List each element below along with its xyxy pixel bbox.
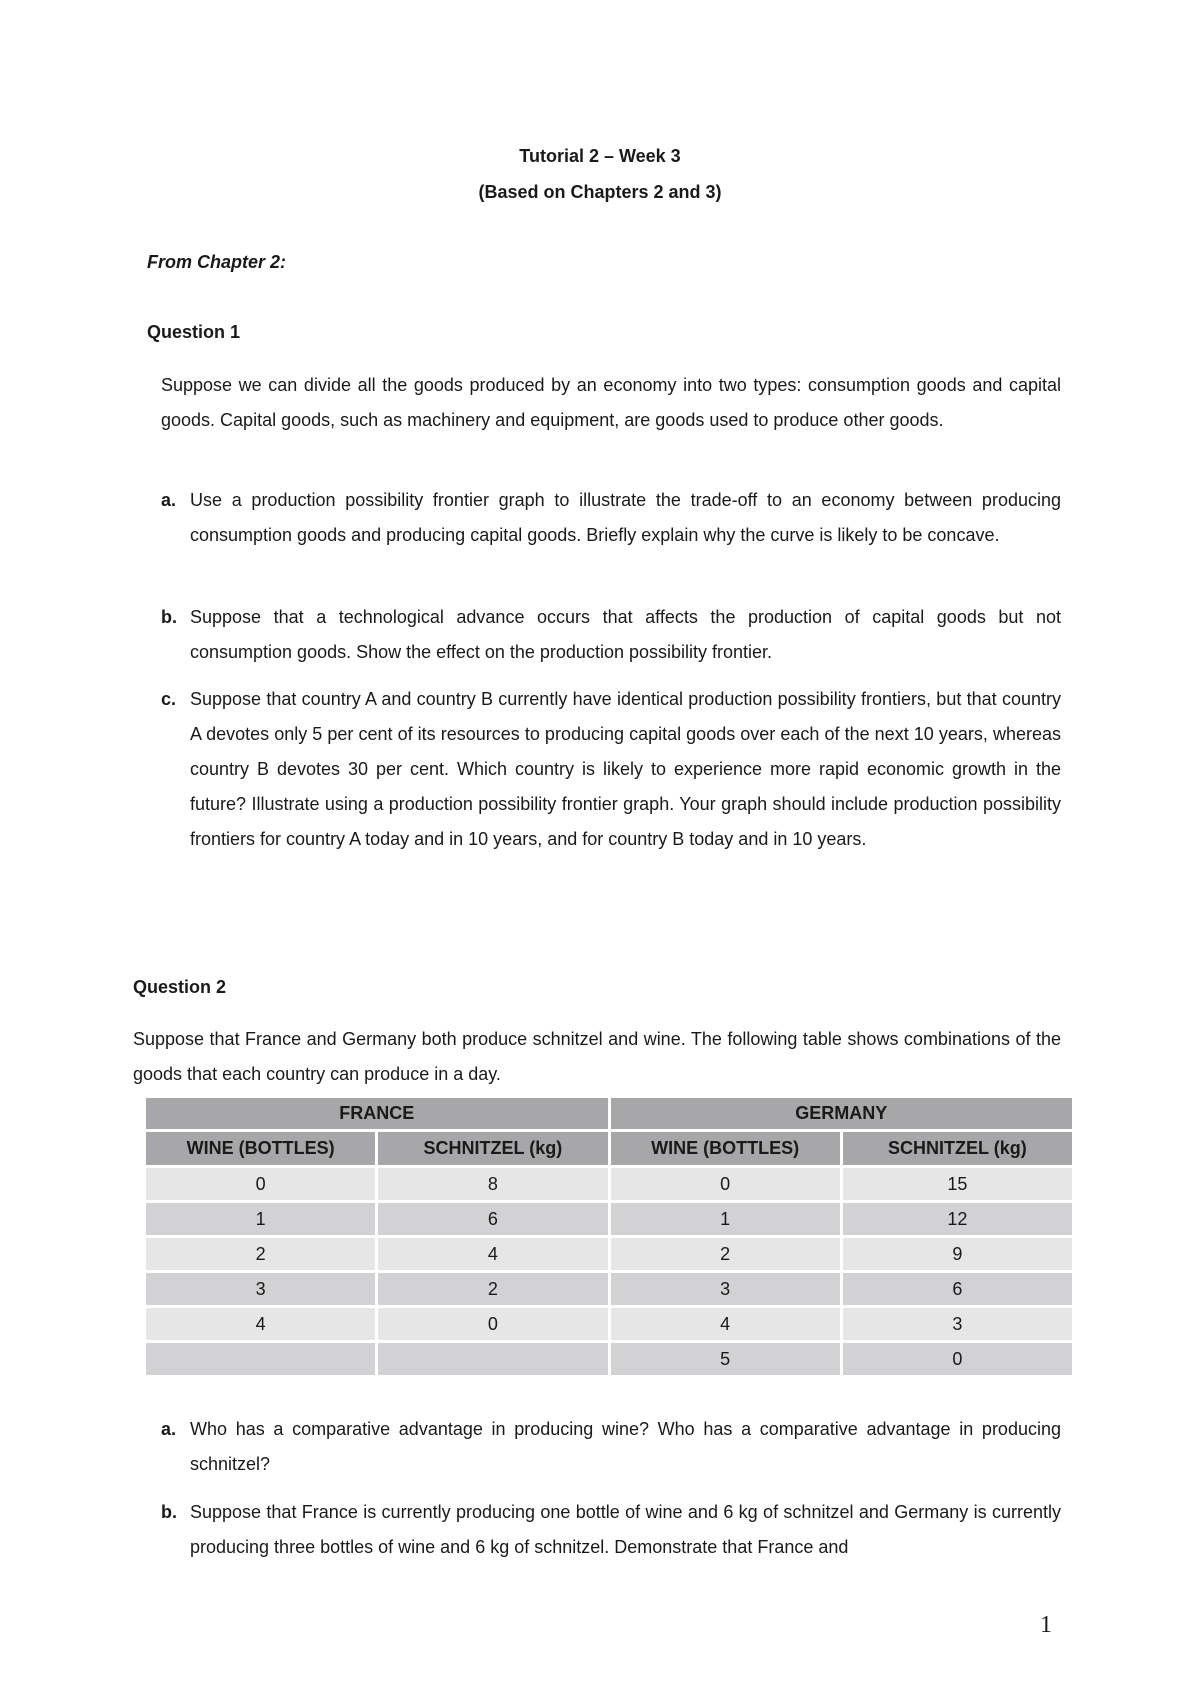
question-1-item-c [161,682,1061,857]
column-header: WINE (BOTTLES) [611,1132,840,1165]
page-number: 1 [1040,1612,1052,1638]
table-cell: 4 [611,1308,840,1340]
table-cell: 6 [378,1203,607,1235]
question-2-heading: Question 2 [133,977,227,997]
table-cell: 0 [611,1168,840,1200]
table-cell: 8 [378,1168,607,1200]
table-cell: 2 [146,1238,375,1270]
table-cell: 3 [146,1273,375,1305]
table-cell: 3 [843,1308,1072,1340]
table-cell: 3 [611,1273,840,1305]
production-table [146,1095,1072,1378]
item-text: Suppose that country A and country B currently have identical production possibility frontiers, but that country A devotes only 5 per cent of its resources to producing capital goods over each of the next 10 years, whereas country B devotes 30 per cent. Which country is likely to experience more rapid economic growth in the future? Illustrate using a production possibility frontier graph. Your graph should include production possibility frontiers for country A today and in 10 years, and for country B today and in 10 years. [190,689,1061,849]
column-header: SCHNITZEL (kg) [843,1132,1072,1165]
table-cell: 0 [146,1168,375,1200]
document-subtitle: (Based on Chapters 2 and 3) [478,182,722,202]
question-1-item-b [161,600,1061,670]
question-2-intro: Suppose that France and Germany both produce schnitzel and wine. The following table shows combinations of the goods that each country can produce in a day. [133,1029,1061,1084]
production-possibilities-table [143,1095,1075,1378]
document-title: Tutorial 2 – Week 3 [519,146,681,166]
item-label: a. [161,490,177,510]
item-text: Suppose that a technological advance occurs that affects the production of capital goods but not consumption goods. Show the effect on the production possibility frontier. [190,607,1061,662]
table-cell: 0 [843,1343,1072,1375]
item-label: a. [161,1419,177,1439]
table-row [146,1308,1072,1340]
table-cell: 15 [843,1168,1072,1200]
item-label: b. [161,607,177,627]
table-cell: 1 [146,1203,375,1235]
table-cell: 0 [378,1308,607,1340]
table-row [146,1168,1072,1200]
table-row [146,1203,1072,1235]
table-cell: 4 [146,1308,375,1340]
question-1-heading: Question 1 [147,322,241,342]
column-header: WINE (BOTTLES) [146,1132,375,1165]
table-cell: 5 [611,1343,840,1375]
question-2-item-b [161,1495,1061,1565]
item-text: Who has a comparative advantage in producing wine? Who has a comparative advantage in producing schnitzel? [190,1419,1061,1474]
item-text: Suppose that France is currently producing one bottle of wine and 6 kg of schnitzel and Germany is currently producing three bottles of wine and 6 kg of schnitzel. Demonstrate that France and [190,1502,1061,1557]
table-cell: 12 [843,1203,1072,1235]
chapter-heading: From Chapter 2: [147,252,287,272]
table-cell: 2 [378,1273,607,1305]
table-cell [378,1343,607,1375]
table-header-france: FRANCE [146,1098,608,1129]
table-cell: 6 [843,1273,1072,1305]
table-row [146,1238,1072,1270]
column-header: SCHNITZEL (kg) [378,1132,607,1165]
item-text: Use a production possibility frontier graph to illustrate the trade-off to an economy between producing consumption goods and producing capital goods. Briefly explain why the curve is likely to be concave. [190,490,1061,545]
table-cell [146,1343,375,1375]
table-cell: 2 [611,1238,840,1270]
question-2-item-a [161,1412,1061,1482]
table-row [146,1343,1072,1375]
question-1-item-a [161,483,1061,553]
table-cell: 1 [611,1203,840,1235]
table-cell: 9 [843,1238,1072,1270]
table-row [146,1273,1072,1305]
table-cell: 4 [378,1238,607,1270]
item-label: b. [161,1502,177,1522]
table-header-germany: GERMANY [611,1098,1073,1129]
item-label: c. [161,689,177,709]
question-1-intro: Suppose we can divide all the goods produced by an economy into two types: consumption goods and capital goods. Capital goods, such as machinery and equipment, are goods used to produce other goods. [161,375,1061,430]
